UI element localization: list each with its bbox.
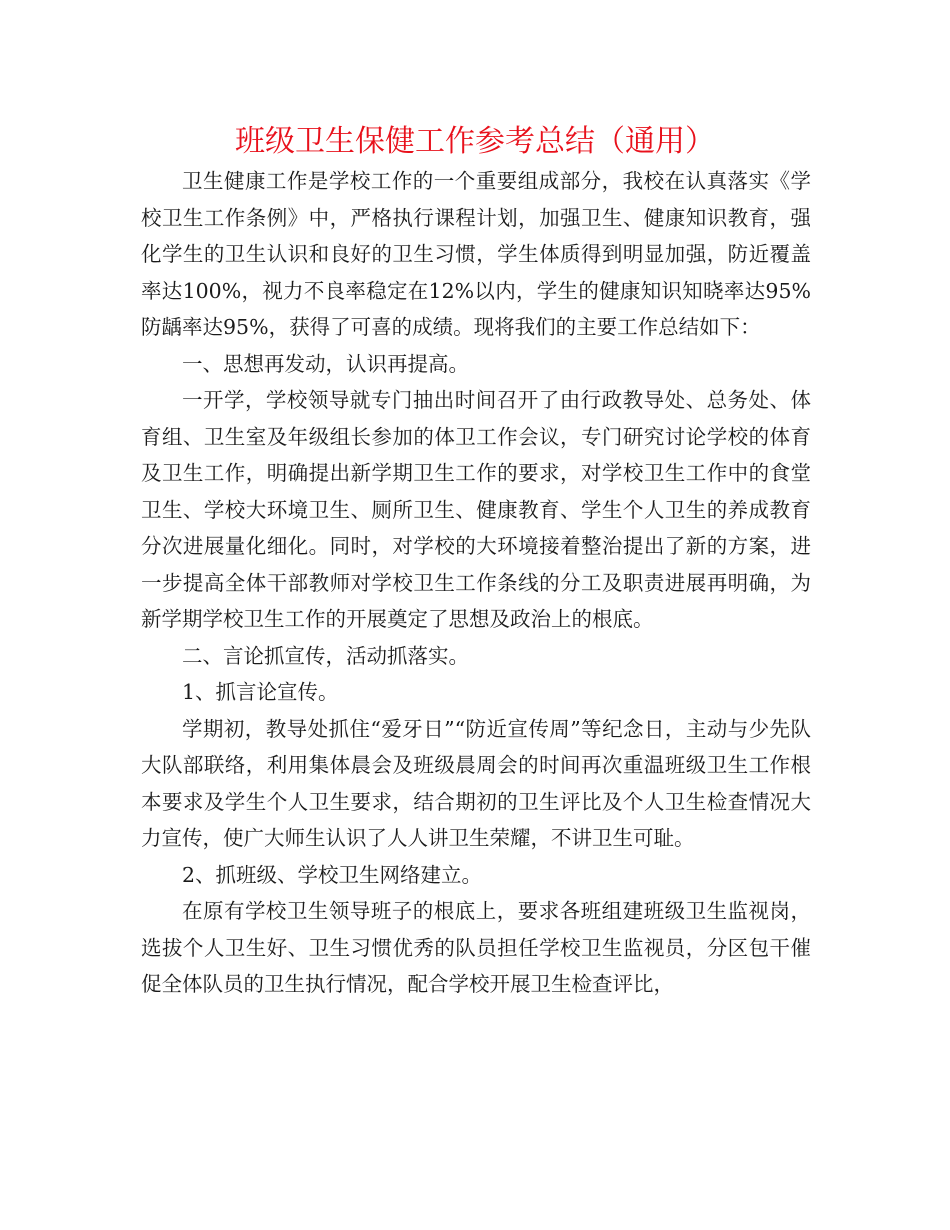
paragraph-intro: 卫生健康工作是学校工作的一个重要组成部分，我校在认真落实《学校卫生工作条例》中，严格执行课程计划，加强卫生、健康知识教育，强化学生的卫生认识和良好的卫生习惯，学生体质得到明显加强，防近覆盖率达100%，视力不良率稳定在12%以内，学生的健康知识知晓率达95%防龋率达95%，获得了可喜的成绩。现将我们的主要工作总结如下： [141, 169, 811, 339]
subsection-heading-2: 2、抓班级、学校卫生网络建立。 [182, 862, 483, 887]
paragraph-subsection-1: 学期初，教导处抓住“爱牙日”“防近宣传周”等纪念日，主动与少先队大队部联络，利用集体晨会及班级晨周会的时间再次重温班级卫生工作根本要求及学生个人卫生要求，结合期初的卫生评比及个人卫生检查情况大力宣传，使广大师生认识了人人讲卫生荣耀，不讲卫生可耻。 [141, 716, 811, 850]
section-heading-1: 一、思想再发动，认识再提高。 [182, 351, 469, 376]
document-title: 班级卫生保健工作参考总结（通用） [235, 124, 715, 159]
paragraph-subsection-2: 在原有学校卫生领导班子的根底上，要求各班组建班级卫生监视岗，选拔个人卫生好、卫生习惯优秀的队员担任学校卫生监视员，分区包干催促全体队员的卫生执行情况，配合学校开展卫生检查评比， [141, 899, 811, 996]
paragraph-section-1: 一开学，学校领导就专门抽出时间召开了由行政教导处、总务处、体育组、卫生室及年级组长参加的体卫工作会议，专门研究讨论学校的体育及卫生工作，明确提出新学期卫生工作的要求，对学校卫生工作中的食堂卫生、学校大环境卫生、厕所卫生、健康教育、学生个人卫生的养成教育分次进展量化细化。同时，对学校的大环境接着整治提出了新的方案，进一步提高全体干部教师对学校卫生工作条线的分工及职责进展再明确，为新学期学校卫生工作的开展奠定了思想及政治上的根底。 [141, 388, 811, 631]
document-body [141, 163, 811, 1003]
section-heading-2: 二、言论抓宣传，活动抓落实。 [182, 643, 469, 668]
subsection-heading-1: 1、抓言论宣传。 [182, 680, 339, 704]
